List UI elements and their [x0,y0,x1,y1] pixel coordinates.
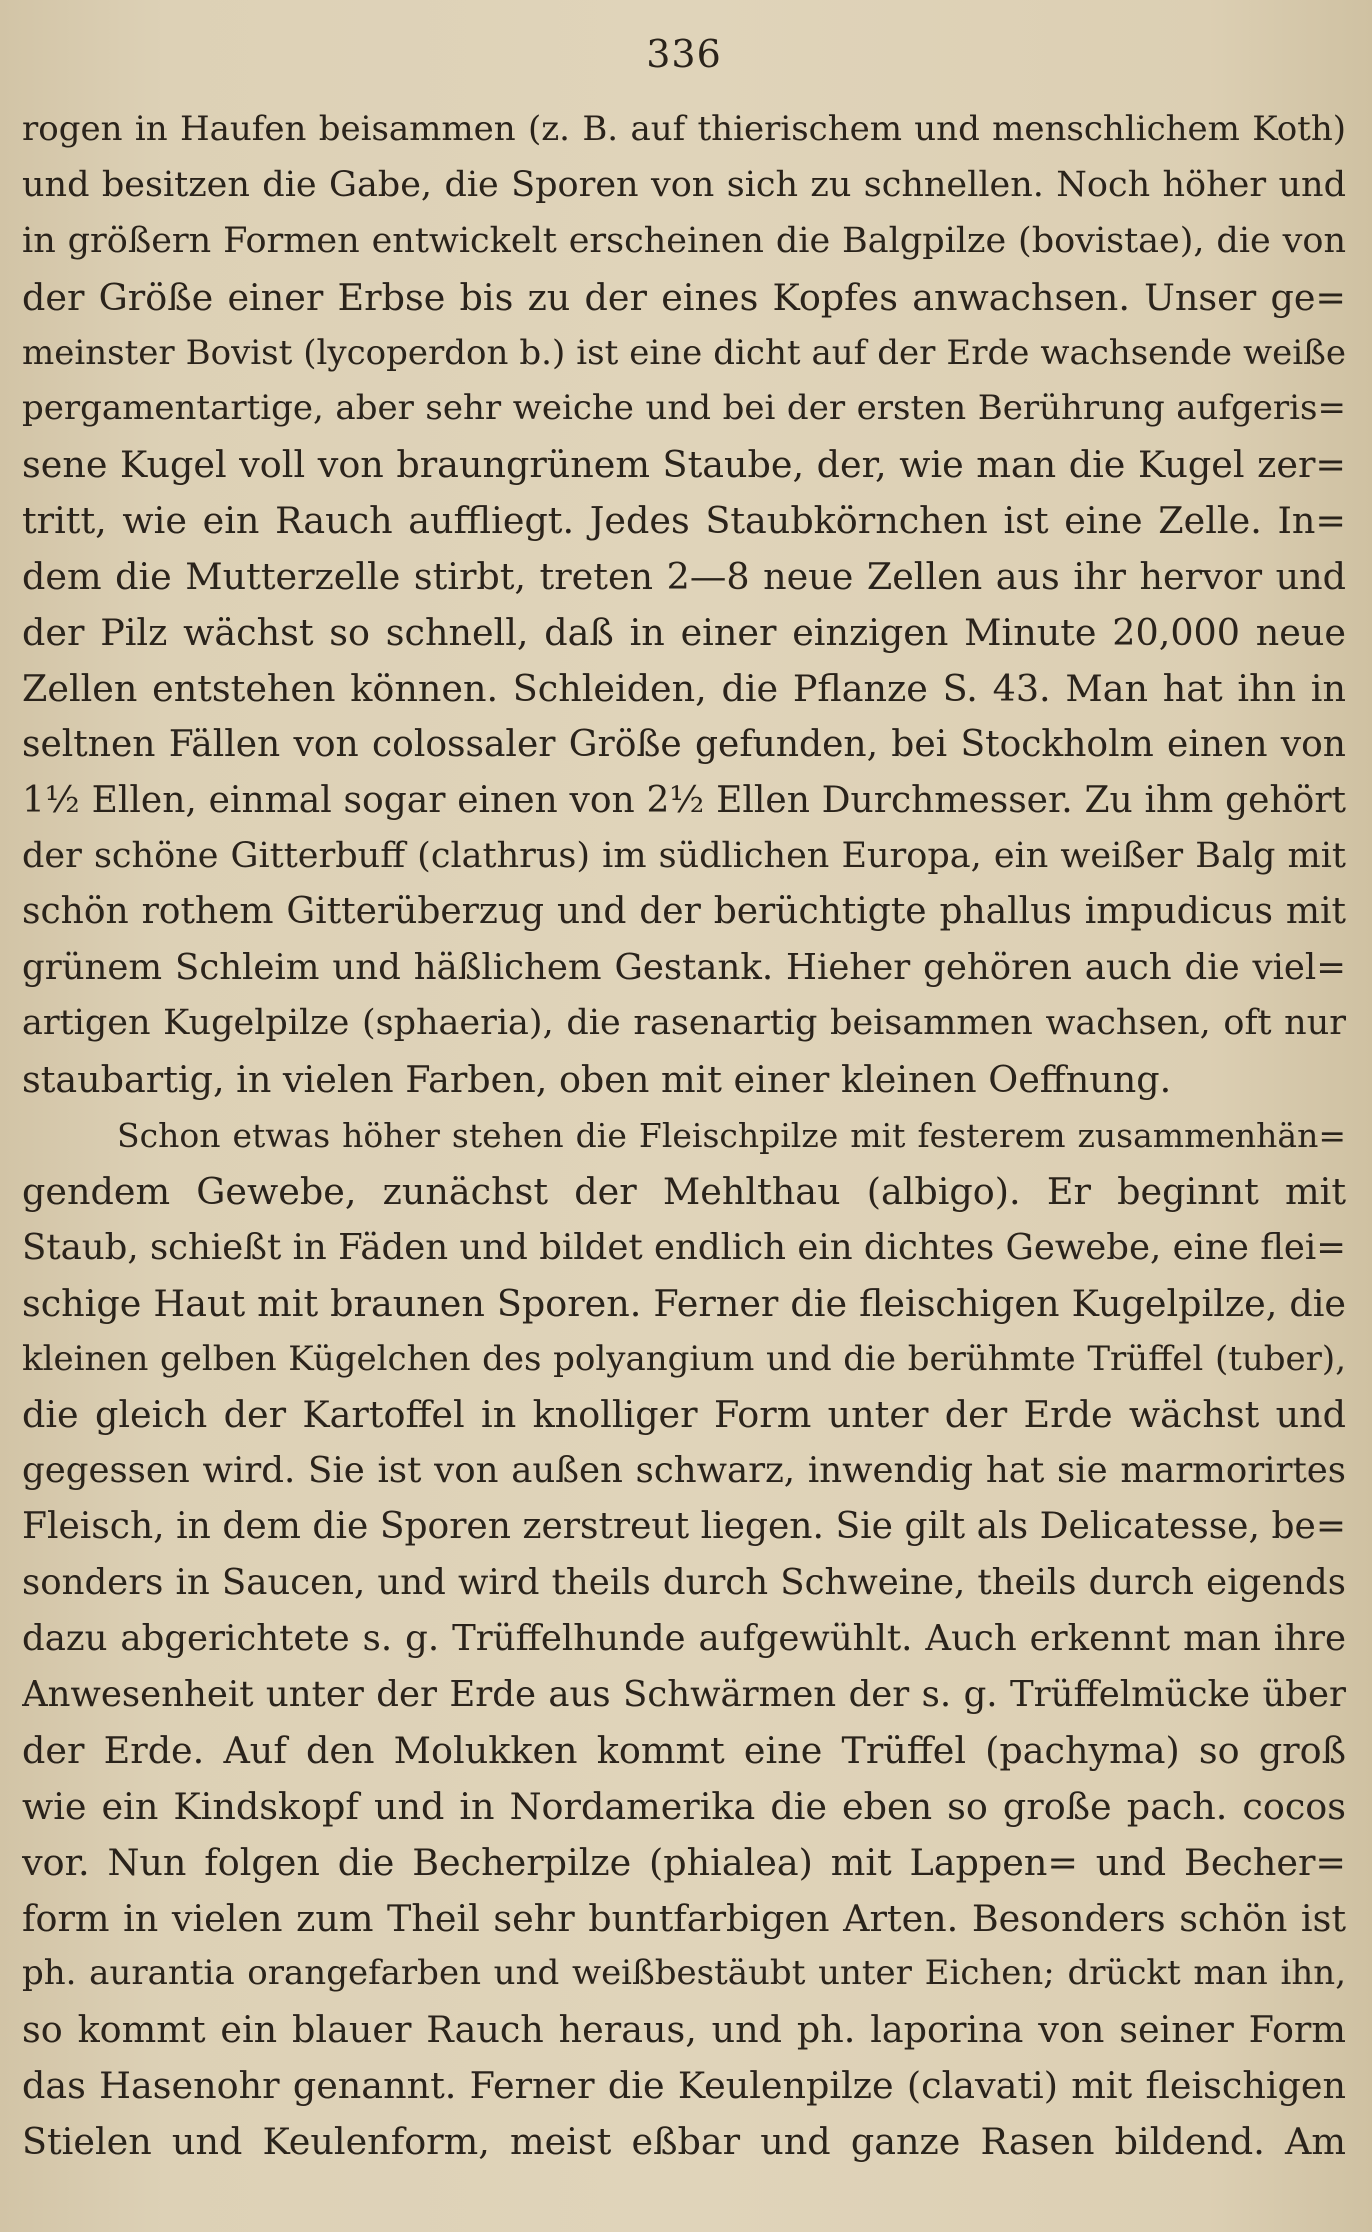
text-line: der Größe einer Erbse bis zu der eines Kopfes anwachsen. Unser ge= [22,275,1346,319]
text-line: schige Haut mit braunen Sporen. Ferner die fleischigen Kugelpilze, die [22,1281,1346,1325]
text-line: ph. aurantia orangefarben und weißbestäubt unter Eichen; drückt man ihn, [22,1953,1346,1994]
text-line: pergamentartige, aber sehr weiche und bei der ersten Berührung aufgeris= [22,388,1346,429]
text-line: kleinen gelben Kügelchen des polyangium und die berühmte Trüffel (tuber), [22,1338,1346,1379]
text-line: artigen Kugelpilze (sphaeria), die rasenartig beisammen wachsen, oft nur [22,1003,1346,1044]
text-line: vor. Nun folgen die Becherpilze (phialea) mit Lappen= und Becher= [22,1840,1346,1884]
text-line: sene Kugel voll von braungrünem Staube, der, wie man die Kugel zer= [22,443,1346,487]
text-line: gendem Gewebe, zunächst der Mehlthau (albigo). Er beginnt mit [22,1169,1346,1213]
body-text [22,102,1346,2170]
text-line: in größern Formen entwickelt erscheinen die Balgpilze (bovistae), die von [22,220,1346,261]
text-line: Schon etwas höher stehen die Fleischpilze mit festerem zusammenhän= [117,1116,1346,1156]
text-line: Zellen entstehen können. Schleiden, die Pflanze S. 43. Man hat ihn in [22,666,1346,710]
text-line: sonders in Saucen, und wird theils durch Schweine, theils durch eigends [22,1562,1346,1604]
text-line: so kommt ein blauer Rauch heraus, und ph. laporina von seiner Form [22,2008,1346,2052]
text-line: gegessen wird. Sie ist von außen schwarz, inwendig hat sie marmorirtes [22,1450,1346,1492]
text-line: staubartig, in vielen Farben, oben mit einer kleinen Oeffnung. [22,1058,1172,1102]
text-line: dazu abgerichtete s. g. Trüffelhunde aufgewühlt. Auch erkennt man ihre [22,1618,1346,1660]
page-number: 336 [646,32,722,76]
text-line: der Erde. Auf den Molukken kommt eine Trüffel (pachyma) so groß [22,1728,1346,1772]
text-line: Anwesenheit unter der Erde aus Schwärmen der s. g. Trüffelmücke über [22,1673,1346,1715]
text-line: der Pilz wächst so schnell, daß in einer einzigen Minute 20,000 neue [22,611,1346,655]
text-line: der schöne Gitterbuff (clathrus) im südlichen Europa, ein weißer Balg mit [22,835,1346,876]
text-line: die gleich der Kartoffel in knolliger Form unter der Erde wächst und [22,1393,1346,1437]
text-line: dem die Mutterzelle stirbt, treten 2—8 neue Zellen aus ihr hervor und [22,555,1346,599]
text-line: das Hasenohr genannt. Ferner die Keulenpilze (clavati) mit fleischigen [22,2064,1346,2108]
text-line: grünem Schleim und häßlichem Gestank. Hieher gehören auch die viel= [22,947,1346,989]
text-line: rogen in Haufen beisammen (z. B. auf thierischem und menschlichem Koth) [22,109,1346,149]
text-line: Fleisch, in dem die Sporen zerstreut liegen. Sie gilt als Delicatesse, be= [22,1506,1346,1548]
text-line: meinster Bovist (lycoperdon b.) ist eine dicht auf der Erde wachsende weiße [22,332,1346,373]
text-line: tritt, wie ein Rauch auffliegt. Jedes Staubkörnchen ist eine Zelle. In= [22,499,1346,543]
text-line: Stielen und Keulenform, meist eßbar und ganze Rasen bildend. Am [22,2120,1346,2164]
text-line: wie ein Kindskopf und in Nordamerika die eben so große pach. cocos [22,1784,1346,1828]
text-line: form in vielen zum Theil sehr buntfarbigen Arten. Besonders schön ist [22,1896,1346,1940]
text-line: 1½ Ellen, einmal sogar einen von 2½ Ellen Durchmesser. Zu ihm gehört [22,779,1346,821]
text-line: und besitzen die Gabe, die Sporen von sich zu schnellen. Noch höher und [22,164,1346,205]
text-line: Staub, schießt in Fäden und bildet endlich ein dichtes Gewebe, eine flei= [22,1226,1346,1268]
text-line: seltnen Fällen von colossaler Größe gefunden, bei Stockholm einen von [22,723,1346,765]
text-line: schön rothem Gitterüberzug und der berüchtigte phallus impudicus mit [22,891,1346,933]
